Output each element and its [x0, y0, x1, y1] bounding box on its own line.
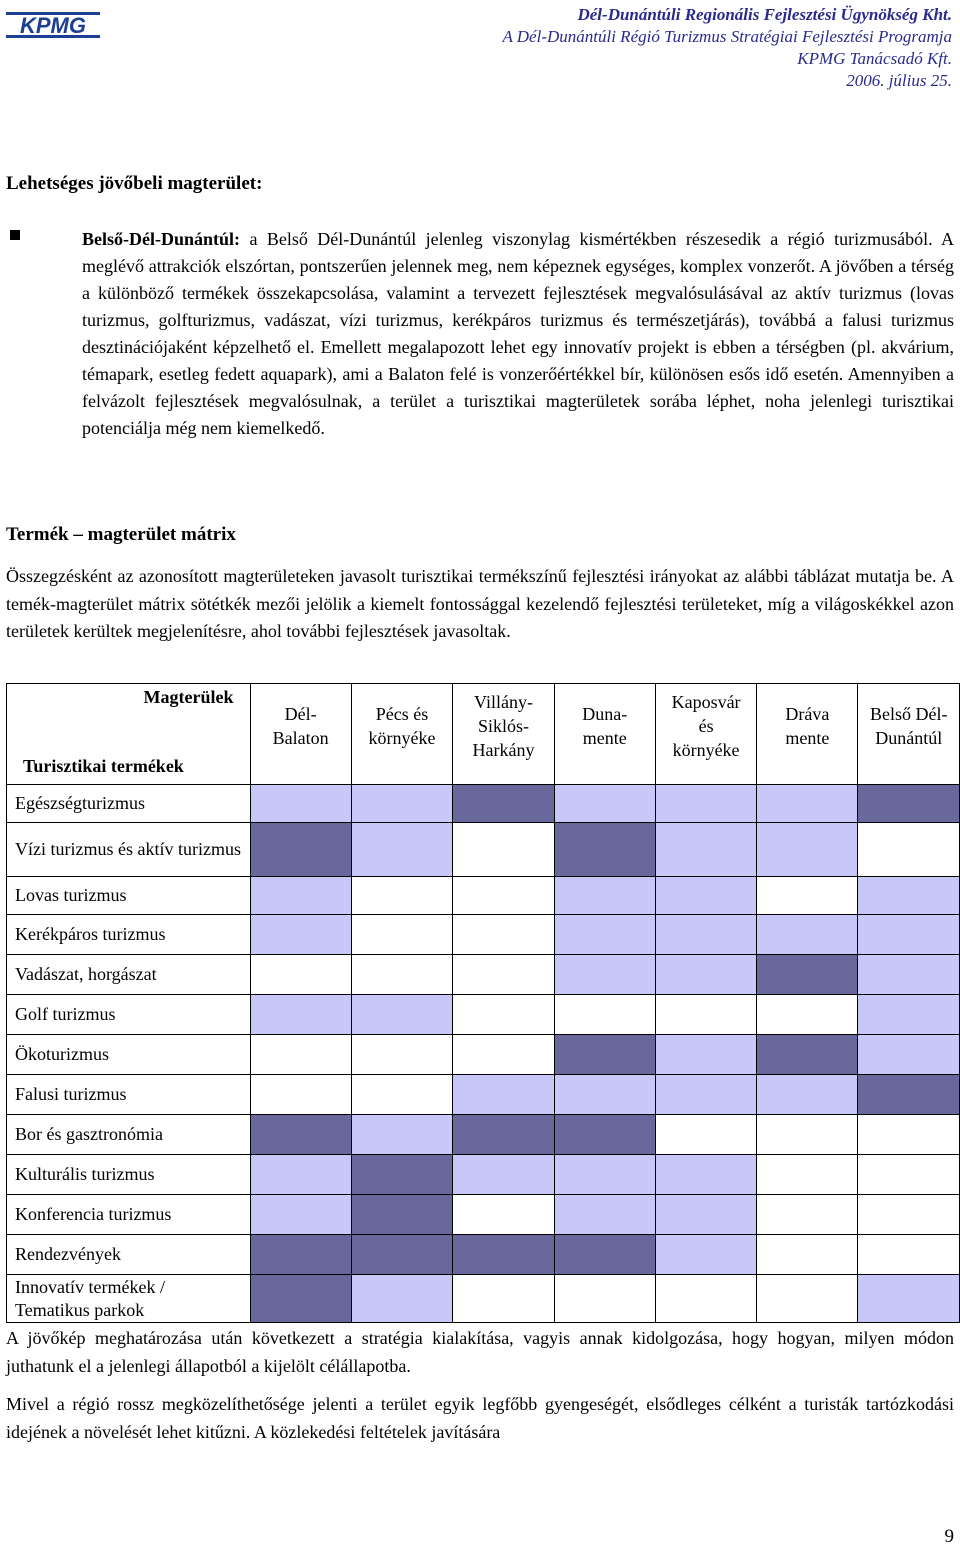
matrix-cell: [250, 955, 351, 995]
header-company: KPMG Tanácsadó Kft.: [797, 49, 952, 68]
matrix-cell: [757, 1075, 858, 1115]
matrix-header-row: [7, 684, 960, 785]
document-header: [502, 4, 952, 92]
matrix-cell: [858, 1195, 960, 1235]
matrix-cell: [655, 915, 757, 955]
header-agency: Dél-Dunántúli Regionális Fejlesztési Ügynökség Kht.: [577, 5, 952, 24]
matrix-column-header: [858, 684, 960, 785]
matrix-cell: [655, 995, 757, 1035]
matrix-cell: [858, 915, 960, 955]
product-label: Kerékpáros turizmus: [7, 915, 251, 955]
matrix-body: [7, 785, 960, 1323]
matrix-cell: [250, 1155, 351, 1195]
matrix-cell: [655, 955, 757, 995]
vision-paragraph: A jövőkép meghatározása után következett a stratégia kialakítása, vagyis annak kidolgozása, hogy hogyan, milyen módon juthatunk el a jelenlegi állapotból a kijelölt célállapotba.: [6, 1328, 954, 1376]
matrix-cell: [655, 785, 757, 823]
matrix-cell: [351, 1035, 452, 1075]
product-label: Falusi turizmus: [7, 1075, 251, 1115]
matrix-column-header: [453, 684, 554, 785]
matrix-cell: [351, 1115, 452, 1155]
matrix-cell: [858, 1155, 960, 1195]
column-header-line: Duna-: [582, 704, 628, 724]
matrix-row: [7, 915, 960, 955]
product-label: Vadászat, horgászat: [7, 955, 251, 995]
matrix-cell: [554, 1235, 655, 1275]
matrix-cell: [453, 995, 554, 1035]
matrix-cell: [858, 1235, 960, 1275]
matrix-cell: [453, 1115, 554, 1155]
matrix-cell: [655, 1275, 757, 1323]
product-label: Golf turizmus: [7, 995, 251, 1035]
product-label: Bor és gasztronómia: [7, 1115, 251, 1155]
corner-bottom-label: Turisztikai termékek: [23, 756, 184, 776]
matrix-cell: [250, 877, 351, 915]
matrix-cell: [858, 823, 960, 877]
column-header-line: Harkány: [472, 740, 535, 760]
column-header-line: és: [698, 716, 714, 736]
matrix-cell: [858, 1035, 960, 1075]
matrix-cell: [250, 1075, 351, 1115]
matrix-cell: [351, 1235, 452, 1275]
matrix-cell: [757, 1195, 858, 1235]
bullet-paragraph: [82, 226, 954, 442]
matrix-cell: [554, 1075, 655, 1115]
matrix-cell: [757, 955, 858, 995]
matrix-cell: [453, 877, 554, 915]
matrix-row: [7, 1235, 960, 1275]
product-label: Ökoturizmus: [7, 1035, 251, 1075]
column-header-line: mente: [582, 728, 627, 748]
matrix-cell: [351, 877, 452, 915]
matrix-cell: [554, 1275, 655, 1323]
matrix-cell: [250, 1195, 351, 1235]
matrix-column-header: [351, 684, 452, 785]
matrix-cell: [453, 915, 554, 955]
matrix-cell: [655, 1195, 757, 1235]
product-label: Vízi turizmus és aktív turizmus: [7, 823, 251, 877]
column-header-line: környéke: [672, 740, 740, 760]
matrix-cell: [655, 1115, 757, 1155]
matrix-cell: [757, 877, 858, 915]
column-header-line: Kaposvár: [671, 692, 741, 712]
matrix-column-header: [655, 684, 757, 785]
column-header-line: Villány-: [474, 692, 533, 712]
column-header-line: Dunántúl: [875, 728, 943, 748]
matrix-cell: [655, 1075, 757, 1115]
matrix-cell: [250, 995, 351, 1035]
matrix-cell: [554, 995, 655, 1035]
matrix-cell: [655, 1035, 757, 1075]
column-header-line: Pécs és: [375, 704, 429, 724]
matrix-cell: [858, 1115, 960, 1155]
matrix-cell: [351, 1075, 452, 1115]
matrix-cell: [655, 877, 757, 915]
matrix-cell: [250, 1235, 351, 1275]
matrix-cell: [554, 915, 655, 955]
matrix-cell: [351, 1195, 452, 1235]
column-header-line: Balaton: [272, 728, 329, 748]
matrix-cell: [250, 823, 351, 877]
matrix-cell: [453, 823, 554, 877]
matrix-row: [7, 1155, 960, 1195]
matrix-cell: [453, 1035, 554, 1075]
kpmg-logo: [4, 8, 102, 42]
matrix-cell: [554, 1195, 655, 1235]
matrix-row: [7, 1075, 960, 1115]
matrix-cell: [554, 1035, 655, 1075]
column-header-line: Siklós-: [477, 716, 529, 736]
matrix-cell: [757, 1275, 858, 1323]
matrix-cell: [858, 877, 960, 915]
matrix-cell: [453, 785, 554, 823]
matrix-cell: [554, 1115, 655, 1155]
column-header-line: környéke: [368, 728, 436, 748]
matrix-cell: [554, 823, 655, 877]
matrix-cell: [757, 995, 858, 1035]
matrix-cell: [858, 955, 960, 995]
product-label: Rendezvények: [7, 1235, 251, 1275]
column-header-line: mente: [785, 728, 830, 748]
column-header-line: Dráva: [785, 704, 830, 724]
matrix-cell: [453, 1235, 554, 1275]
logo-text: KPMG: [20, 13, 86, 38]
matrix-column-header: [554, 684, 655, 785]
matrix-column-header: [250, 684, 351, 785]
product-label: Kulturális turizmus: [7, 1155, 251, 1195]
bullet-marker: [10, 230, 20, 240]
product-area-matrix: [6, 683, 960, 1323]
matrix-cell: [351, 1275, 452, 1323]
matrix-cell: [655, 1155, 757, 1195]
matrix-cell: [351, 915, 452, 955]
matrix-cell: [453, 1075, 554, 1115]
header-date: 2006. július 25.: [846, 71, 952, 90]
matrix-cell: [453, 1275, 554, 1323]
bullet-text: a Belső Dél-Dunántúl jelenleg viszonylag kismértékben részesedik a régió turizmusából. A meglévő attrakciók elszórtan, pontszerűen jelennek meg, nem képeznek egységes, komplex vonzerőt. A jövőben a térség a különböző termékek összekapcsolása, valamint a tervezett fejlesztések megvalósulásával az aktív turizmus (lovas turizmus, golfturizmus, vadászat, vízi turizmus, kerékpáros turizmus és természetjárás), továbbá a falusi turizmus desztinációjaként képzelhető el. Emellett megalapozott lehet egy innovatív projekt is ebben a térségben (pl. akvárium, témapark, esetleg fedett aquapark), ami a Balaton felé is vonzerőértékkel bír, különösen esős idő esetén. Amennyiben a felvázolt fejlesztések megvalósulnak, a terület a turisztikai magterületek sorába léphet, noha jelenlegi turisztikai potenciálja még nem kiemelkedő.: [82, 229, 954, 438]
matrix-cell: [858, 1075, 960, 1115]
column-header-line: Dél-: [284, 704, 317, 724]
page-number: 9: [944, 1526, 954, 1547]
matrix-corner: [7, 684, 251, 785]
summary-paragraph: Összegzésként az azonosított magterületeken javasolt turisztikai termékszínű fejlesztési irányokat az alábbi táblázat mutatja be. A temék-magterület mátrix sötétkék mezői jelölik a kiemelt fontossággal kezelendő fejlesztési területeket, míg a világoskékkel azon területek kerültek megjelenítésre, ahol további fejlesztések javasoltak.: [6, 566, 954, 641]
matrix-cell: [453, 1155, 554, 1195]
matrix-heading: Termék – magterület mátrix: [6, 524, 236, 545]
matrix-cell: [250, 1275, 351, 1323]
product-label: Lovas turizmus: [7, 877, 251, 915]
matrix-cell: [858, 785, 960, 823]
matrix-cell: [250, 1035, 351, 1075]
matrix-cell: [250, 915, 351, 955]
matrix-row: [7, 1195, 960, 1235]
matrix-cell: [453, 955, 554, 995]
matrix-cell: [351, 995, 452, 1035]
product-label: Egészségturizmus: [7, 785, 251, 823]
matrix-cell: [554, 1155, 655, 1195]
section-heading: Lehetséges jövőbeli magterület:: [6, 173, 263, 194]
corner-top-label: Magterülek: [143, 687, 234, 707]
header-program: A Dél-Dunántúli Régió Turizmus Stratégiai Fejlesztési Programja: [502, 27, 952, 46]
matrix-cell: [757, 1115, 858, 1155]
matrix-cell: [757, 1155, 858, 1195]
matrix-row: [7, 785, 960, 823]
matrix-row: [7, 823, 960, 877]
matrix-cell: [757, 823, 858, 877]
matrix-row: [7, 1115, 960, 1155]
matrix-cell: [655, 823, 757, 877]
matrix-cell: [250, 785, 351, 823]
matrix-row: [7, 877, 960, 915]
matrix-row: [7, 1275, 960, 1323]
matrix-row: [7, 1035, 960, 1075]
matrix-cell: [757, 1235, 858, 1275]
matrix-cell: [655, 1235, 757, 1275]
matrix-cell: [554, 877, 655, 915]
bullet-lead: Belső-Dél-Dunántúl:: [82, 229, 241, 249]
column-header-line: Belső Dél-: [869, 704, 948, 724]
product-label: Innovatív termékek / Tematikus parkok: [7, 1275, 251, 1323]
matrix-column-header: [757, 684, 858, 785]
matrix-cell: [757, 1035, 858, 1075]
matrix-cell: [351, 955, 452, 995]
matrix-cell: [351, 785, 452, 823]
matrix-cell: [554, 785, 655, 823]
matrix-cell: [351, 823, 452, 877]
access-paragraph: Mivel a régió rossz megközelíthetősége jelenti a terület egyik legfőbb gyengeségét, elsődleges célként a turisták tartózkodási idejének a növelését lehet kitűzni. A közlekedési feltételek javítására: [6, 1394, 954, 1442]
matrix-cell: [351, 1155, 452, 1195]
matrix-row: [7, 995, 960, 1035]
matrix-cell: [453, 1195, 554, 1235]
matrix-cell: [858, 995, 960, 1035]
matrix-cell: [757, 915, 858, 955]
matrix-cell: [554, 955, 655, 995]
matrix-cell: [858, 1275, 960, 1323]
matrix-cell: [250, 1115, 351, 1155]
product-label: Konferencia turizmus: [7, 1195, 251, 1235]
matrix-cell: [757, 785, 858, 823]
matrix-row: [7, 955, 960, 995]
